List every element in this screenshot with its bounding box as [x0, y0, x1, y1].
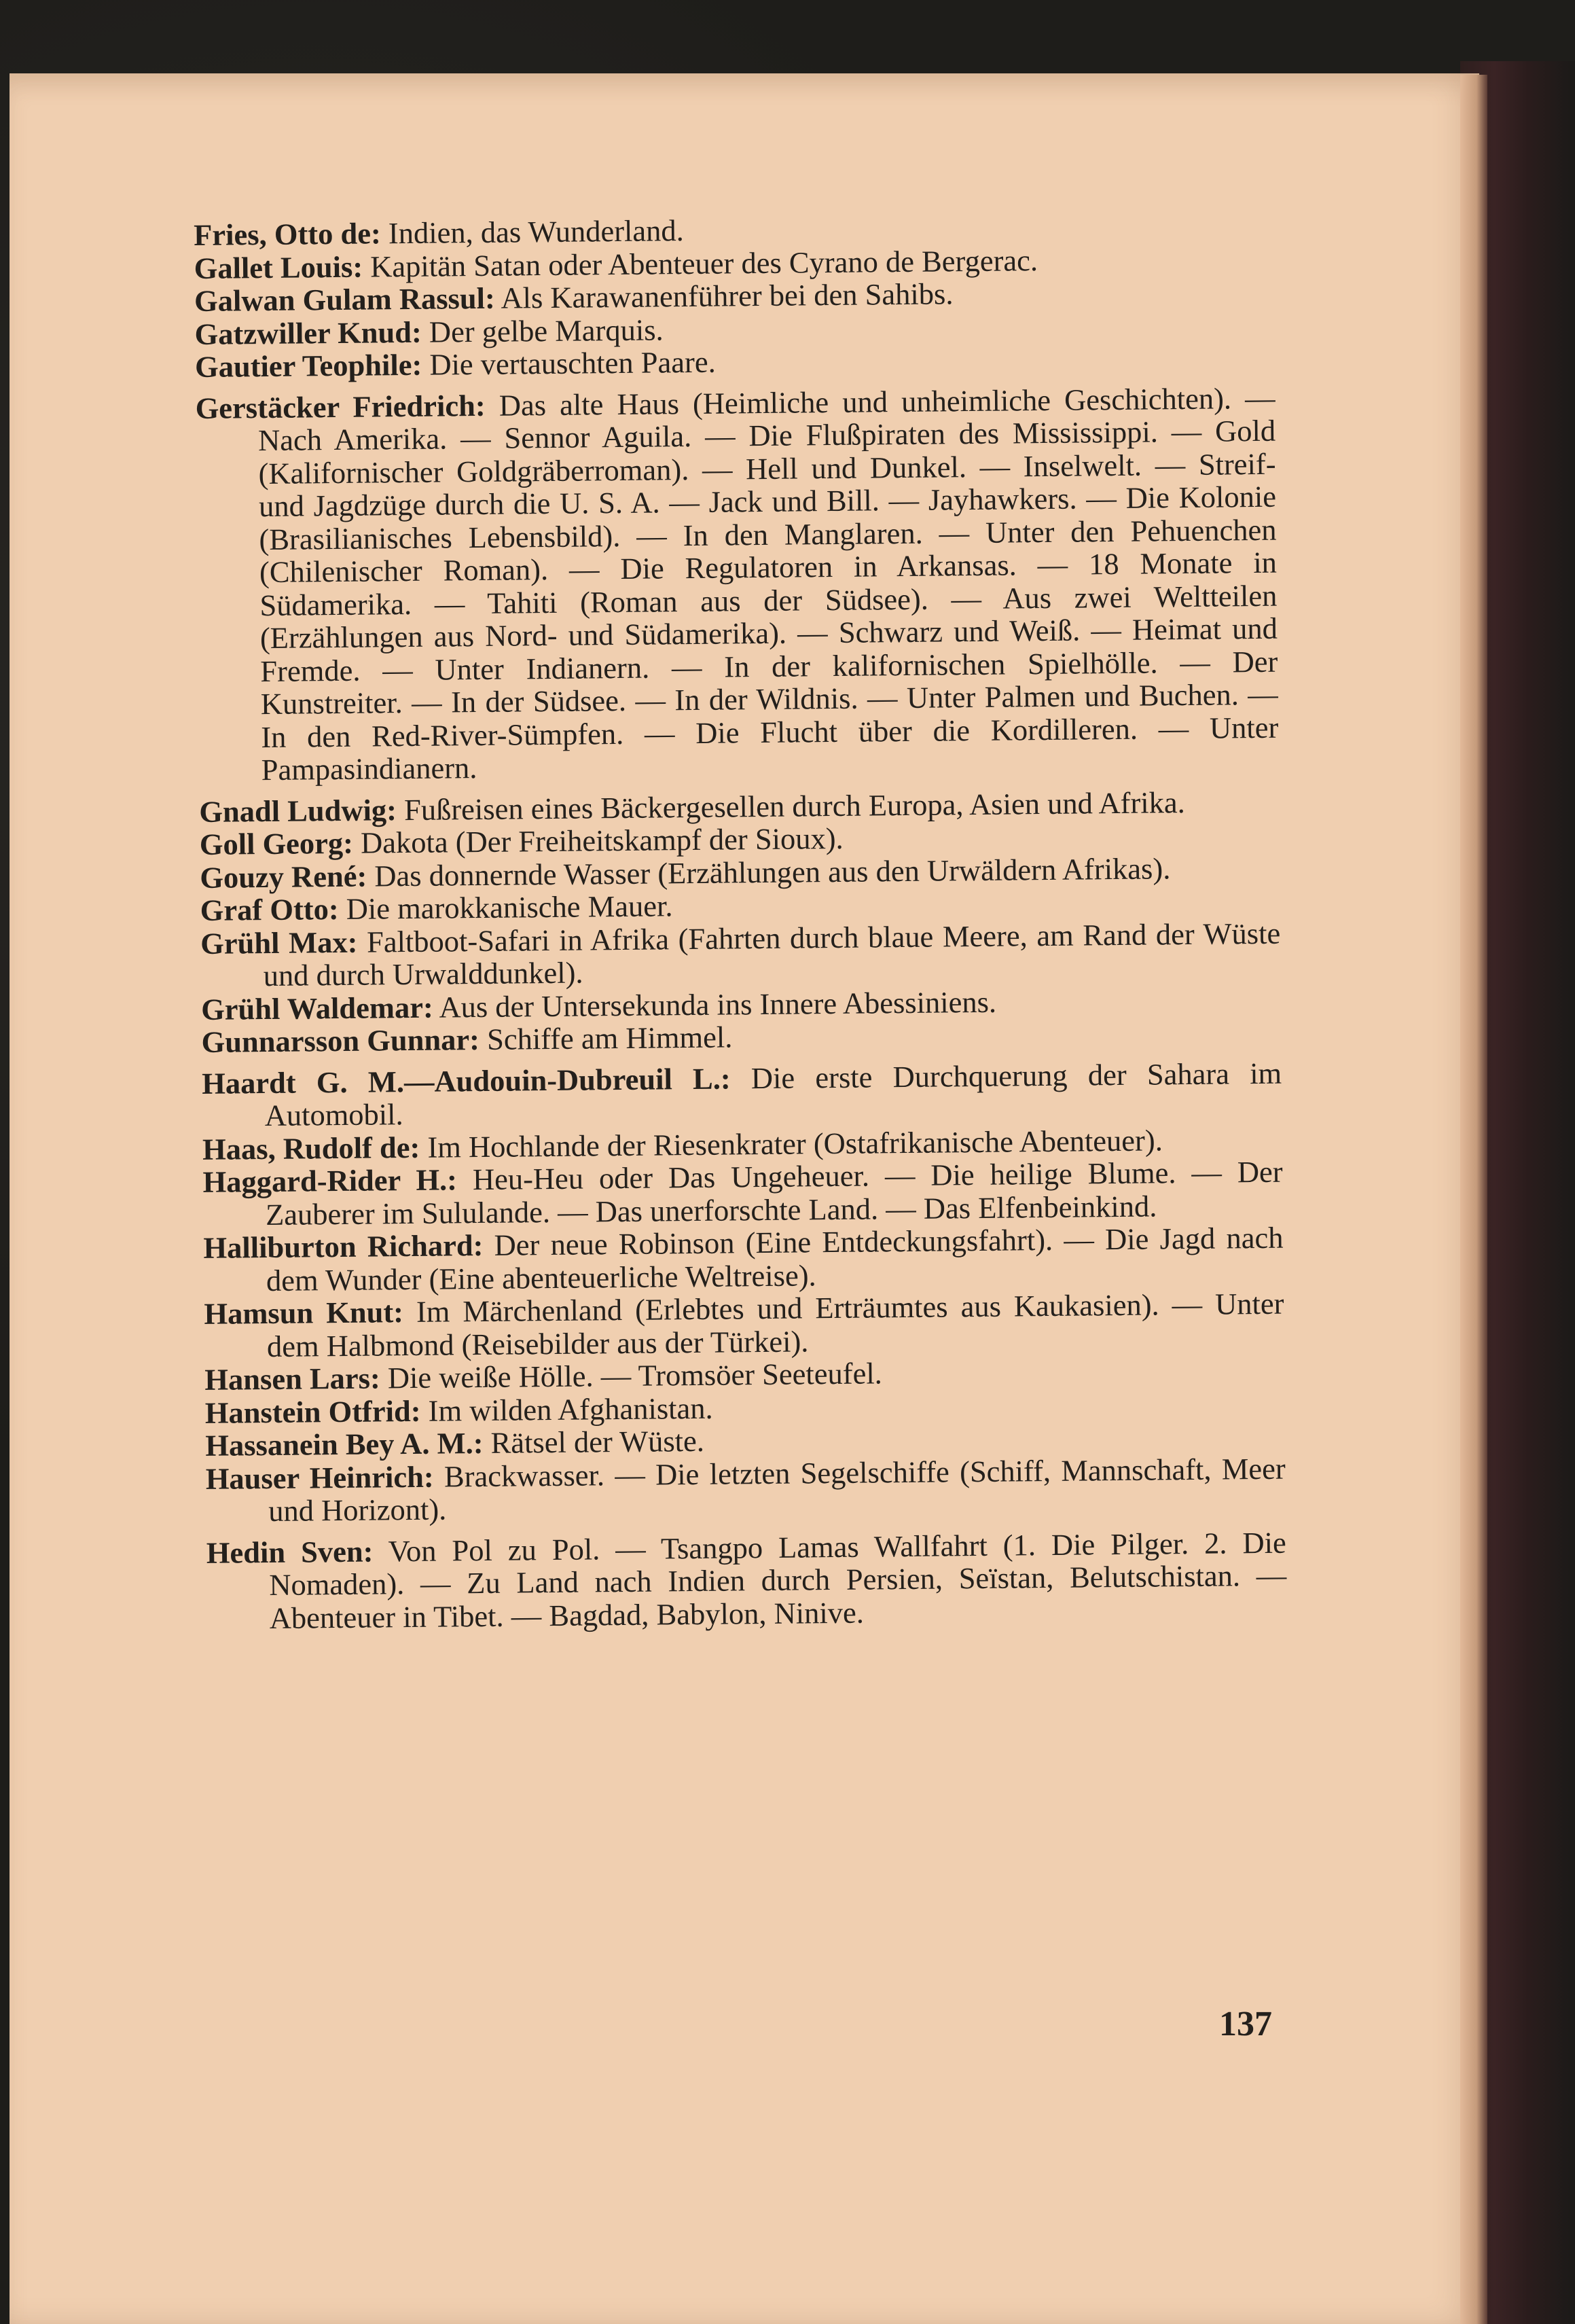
entry-author: Haggard-Rider H.: [202, 1162, 458, 1199]
entry-works: Der neue Robinson (Eine Entdeckungsfahrt). — Die Jagd nach dem Wunder (Eine abenteuerliche Weltreise). [266, 1220, 1284, 1298]
entry-author: Hassanein Bey A. M.: [205, 1425, 484, 1463]
entry-works: Von Pol zu Pol. — Tsangpo Lamas Wallfahrt (1. Die Pilger. 2. Die Nomaden). — Zu Land nach Indien durch Persien, Seïstan, Belutschistan. — Abenteuer in Tibet. — Bagdad, Babylon, Ninive. [269, 1525, 1287, 1635]
entry-works: Aus der Untersekunda ins Innere Abessiniens. [433, 984, 997, 1024]
entry-author: Graf Otto: [200, 891, 339, 927]
entry-works: Im Hochlande der Riesenkrater (Ostafrikanische Abenteuer). [420, 1122, 1163, 1164]
entry-author: Gunnarsson Gunnar: [201, 1022, 480, 1059]
entry-works: Dakota (Der Freiheitskampf der Sioux). [352, 821, 844, 860]
entry-works: Rätsel der Wüste. [483, 1423, 705, 1460]
entry-works: Die weiße Hölle. — Tromsöer Seeteufel. [380, 1356, 883, 1395]
entry-halliburton [203, 1221, 1284, 1298]
entry-works: Fußreisen eines Bäckergesellen durch Europa, Asien und Afrika. [396, 785, 1185, 827]
entry-works: Die marokkanische Mauer. [338, 889, 673, 926]
entry-works: Heu-Heu oder Das Ungeheuer. — Die heilige Blume. — Der Zauberer im Sululande. — Das unerforschte Land. — Das Elfenbeinkind. [265, 1154, 1283, 1232]
page-number: 137 [1219, 2005, 1272, 2043]
entry-author: Gautier Teophile: [194, 347, 422, 384]
entry-works: Als Karawanenführer bei den Sahibs. [494, 276, 954, 315]
entry-author: Halliburton Richard: [203, 1228, 484, 1265]
entry-works: Kapitän Satan oder Abenteuer des Cyrano de Bergerac. [362, 243, 1038, 284]
entry-author: Gnadl Ludwig: [199, 792, 397, 829]
entry-works: Indien, das Wunderland. [380, 213, 684, 251]
entry-author: Hansen Lars: [204, 1361, 381, 1397]
entry-author: Gallet Louis: [194, 249, 363, 285]
entry-hauser [206, 1452, 1286, 1528]
entry-works: Das donnernde Wasser (Erzählungen aus den Urwäldern Afrikas). [367, 851, 1171, 893]
entry-author: Hauser Heinrich: [205, 1459, 434, 1496]
entry-haardt [202, 1056, 1282, 1132]
entry-author: Goll Georg: [199, 825, 354, 861]
page-edge [1460, 75, 1487, 2324]
entry-author: Fries, Otto de: [193, 216, 382, 252]
entry-works: Faltboot-Safari in Afrika (Fahrten durch blaue Meere, am Rand der Wüste und durch Urwalddunkel). [263, 916, 1281, 993]
entry-author: Hanstein Otfrid: [204, 1393, 421, 1430]
bibliography-list [194, 209, 1287, 1635]
entry-works: Die vertauschten Paare. [422, 344, 716, 382]
entry-gruehl-max [200, 916, 1281, 993]
entry-gerstaecker [195, 381, 1279, 787]
entry-author: Grühl Waldemar: [200, 990, 434, 1026]
entry-haggard [202, 1156, 1283, 1232]
entry-works: Brackwasser. — Die letzten Segelschiffe (Schiff, Mannschaft, Meer und Horizont). [268, 1451, 1286, 1529]
entry-author: Hamsun Knut: [204, 1295, 404, 1331]
entry-author: Gatzwiller Knud: [194, 315, 422, 351]
entry-author: Hedin Sven: [206, 1534, 374, 1570]
entry-works: Im wilden Afghanistan. [420, 1391, 713, 1428]
entry-works: Die erste Durchquerung der Sahara im Automobil. [264, 1056, 1282, 1133]
entry-works: Der gelbe Marquis. [421, 312, 664, 349]
entry-author: Grühl Max: [200, 925, 358, 961]
entry-author: Haas, Rudolf de: [202, 1130, 420, 1166]
entry-works: Das alte Haus (Heimliche und unheimliche Geschichten). — Nach Amerika. — Sennor Aguila. — Die Flußpiraten des Mississippi. — Gold (Kalifornischer Goldgräberroman). — Hell und Dunkel. — Inselwelt. — Streif- und Jagdzüge durch die U. S. A. — Jack und Bill. — Jayhawkers. — Die Kolonie (Brasilianisches Lebensbild). — In den Manglaren. — Unter den Pehuenchen (Chilenischer Roman). — Die Regulatoren in Arkansas. — 18 Monate in Südamerika. — Tahiti (Roman aus der Südsee). — Aus zwei Weltteilen (Erzählungen aus Nord- und Südamerika). — Schwarz und Weiß. — Heimat und Fremde. — Unter Indianern. — In der kalifornischen Spielhölle. — Der Kunstreiter. — In der Südsee. — In der Wildnis. — Unter Palmen und Buchen. — In den Red-River-Sümpfen. — Die Flucht über die Kordilleren. — Unter Pampasindianern. [257, 380, 1279, 787]
entry-author: Gerstäcker Friedrich: [195, 388, 486, 425]
entry-works: Schiffe am Himmel. [479, 1020, 733, 1057]
entry-author: Haardt G. M.—Audouin-Dubreuil L.: [201, 1060, 731, 1101]
entry-works: Im Märchenland (Erlebtes und Erträumtes aus Kaukasien). — Unter dem Halbmond (Reisebilder aus der Türkei). [266, 1286, 1284, 1363]
entry-hedin [206, 1526, 1287, 1635]
entry-author: Gouzy René: [200, 859, 367, 895]
entry-author: Galwan Gulam Rassul: [194, 281, 496, 318]
entry-hamsun [204, 1287, 1284, 1363]
